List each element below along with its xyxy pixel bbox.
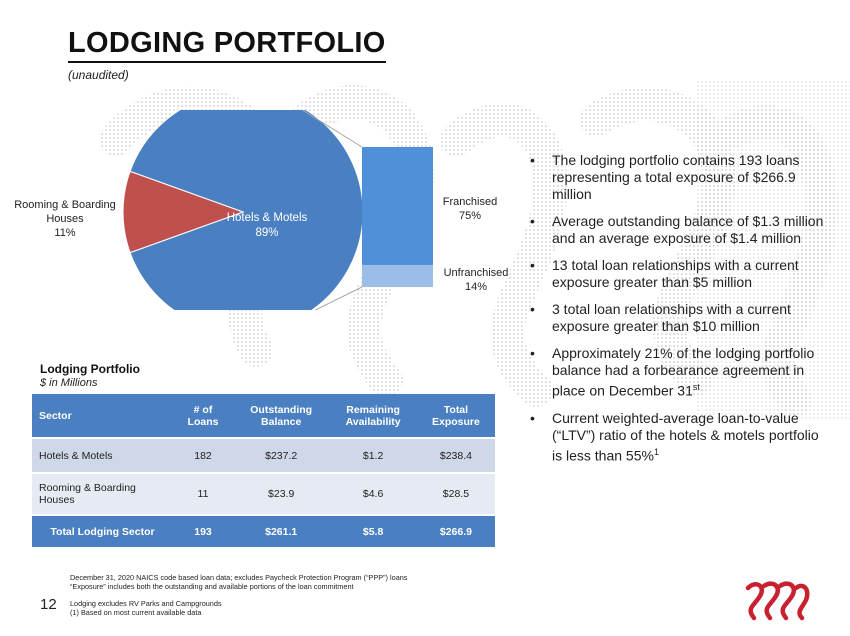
table-cell: 11	[173, 473, 233, 515]
bullet-item: • The lodging portfolio contains 193 loans representing a total exposure of $266.9 million	[530, 152, 800, 202]
bullet-glyph: •	[530, 257, 535, 273]
table-title: Lodging Portfolio	[40, 362, 140, 376]
table-heading	[40, 362, 140, 389]
pie-label-rooming-line2: Houses	[46, 213, 84, 225]
column-header-outstanding: Outstanding Balance	[233, 394, 329, 438]
footnote: December 31, 2020 NAICS code based loan data; excludes Paycheck Protection Program (“PPP”) loans	[70, 573, 408, 582]
table-cell: $1.2	[329, 438, 417, 473]
table-subtitle: $ in Millions	[40, 377, 98, 389]
bullet-item: • Average outstanding balance of $1.3 million and an average exposure of $1.4 million	[530, 213, 824, 246]
column-header-sector: Sector	[32, 394, 173, 438]
table-cell: $4.6	[329, 473, 417, 515]
bullet-glyph: •	[530, 409, 535, 426]
footnote: “Exposure” includes both the outstanding and available portions of the loan commitment	[70, 582, 354, 592]
pie-pct-hotels-motels: 89%	[255, 227, 279, 239]
table-cell: Rooming & Boarding Houses	[32, 473, 173, 515]
lodging-pie-chart	[0, 110, 530, 310]
table-total-row	[32, 515, 495, 547]
bullet-glyph: •	[530, 152, 535, 168]
table-cell: Total Lodging Sector	[32, 515, 173, 547]
pie-pct-rooming: 11%	[54, 227, 76, 239]
bullet-glyph: •	[530, 345, 535, 361]
bar-segment-franchised	[362, 147, 433, 265]
bar-pct-unfranchised: 14%	[464, 281, 488, 293]
table-cell: $266.9	[417, 515, 495, 547]
bar-segment-unfranchised	[362, 265, 433, 287]
footnotes	[70, 573, 407, 617]
table-header-row	[32, 394, 495, 438]
bullet-glyph: •	[530, 301, 535, 317]
footnote: Lodging excludes RV Parks and Campgrounds	[70, 598, 222, 608]
table-cell: $23.9	[233, 473, 329, 515]
page-number: 12	[40, 596, 57, 613]
table-cell: $261.1	[233, 515, 329, 547]
column-header-exposure: Total Exposure	[417, 394, 495, 438]
pie-label-rooming-line1: Rooming & Boarding	[14, 199, 116, 211]
company-logo-icon	[742, 578, 812, 622]
bullet-item: • Approximately 21% of the lodging portfolio balance had a forbearance agreement in place on December 31st	[530, 345, 815, 399]
table-row	[32, 438, 495, 473]
page-subtitle: (unaudited)	[68, 68, 129, 82]
bar-pct-franchised: 75%	[458, 210, 482, 222]
page-title: LODGING PORTFOLIO	[68, 26, 386, 63]
table-cell: 193	[173, 515, 233, 547]
table-cell: $28.5	[417, 473, 495, 515]
lodging-portfolio-table	[32, 394, 495, 547]
table-cell: $5.8	[329, 515, 417, 547]
bullet-item: • Current weighted-average loan-to-value (“LTV”) ratio of the hotels & motels portfolio is less than 55%$^1$	[530, 409, 819, 464]
bullet-glyph: •	[530, 213, 535, 229]
table-cell: $238.4	[417, 438, 495, 473]
footnote: (1) Based on most current available data	[70, 607, 202, 617]
bullet-item: • 3 total loan relationships with a current exposure greater than $10 million	[530, 301, 791, 334]
key-points-list	[530, 152, 830, 474]
table-cell: 182	[173, 438, 233, 473]
pie-label-hotels-motels: Hotels & Motels	[226, 212, 308, 224]
table-cell: Hotels & Motels	[32, 438, 173, 473]
bullet-item: • 13 total loan relationships with a current exposure greater than $5 million	[530, 257, 799, 290]
column-header-remaining: Remaining Availability	[329, 394, 417, 438]
bar-label-unfranchised: Unfranchised	[443, 267, 509, 279]
table-row	[32, 473, 495, 515]
table-cell: $237.2	[233, 438, 329, 473]
bar-label-franchised: Franchised	[442, 196, 498, 208]
column-header-loans: # of Loans	[173, 394, 233, 438]
